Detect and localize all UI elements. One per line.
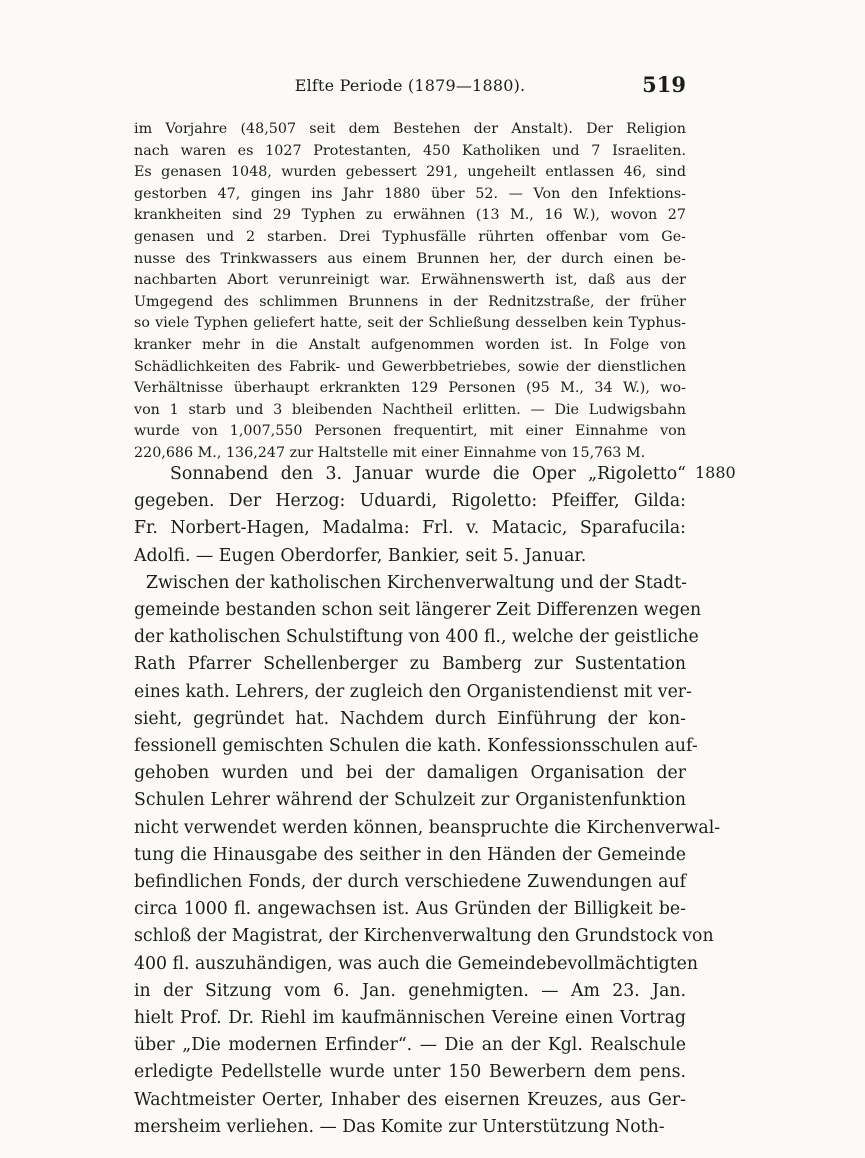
text-line: 220,686 M., 136,247 zur Haltstelle mit einer Einnahme von 15,763 M. xyxy=(134,444,646,461)
text-line: Es genasen 1048, wurden gebessert 291, ungeheilt entlassen 46, sind xyxy=(134,164,686,181)
text-line: wurde von 1,007,550 Personen frequentirt, mit einer Einnahme von xyxy=(134,423,686,440)
text-line: Adolfi. — Eugen Oberdorfer, Bankier, seit 5. Januar. xyxy=(134,545,587,566)
text-line: nusse des Trinkwassers aus einem Brunnen her, der durch einen be- xyxy=(134,250,686,267)
text-line: mersheim verliehen. — Das Komite zur Unterstützung Noth- xyxy=(134,1116,665,1137)
text-line: nicht verwendet werden können, beanspruchte die Kirchenverwal- xyxy=(134,817,721,838)
text-line: circa 1000 fl. angewachsen ist. Aus Gründen der Billigkeit be- xyxy=(134,899,686,920)
text-line: eines kath. Lehrers, der zugleich den Organistendienst mit ver- xyxy=(134,681,692,702)
paragraph-rigoletto xyxy=(134,461,686,570)
text-line: genasen und 2 starben. Drei Typhusfälle rührten offenbar vom Ge- xyxy=(134,228,686,245)
text-line: Fr. Norbert-Hagen, Madalma: Frl. v. Matacic, Sparafucila: xyxy=(134,518,686,539)
text-line: gestorben 47, gingen ins Jahr 1880 über 52. — Von den Infektions- xyxy=(134,185,686,202)
text-line: gemeinde bestanden schon seit längerer Zeit Differenzen wegen xyxy=(134,600,702,621)
text-line: sieht, gegründet hat. Nachdem durch Einführung der kon- xyxy=(134,708,686,729)
text-line: Umgegend des schlimmen Brunnens in der Rednitzstraße, der früher xyxy=(134,293,686,310)
text-line: Zwischen der katholischen Kirchenverwaltung und der Stadt- xyxy=(146,572,688,593)
text-line: tung die Hinausgabe des seither in den Händen der Gemeinde xyxy=(134,844,686,865)
text-line: nach waren es 1027 Protestanten, 450 Katholiken und 7 Israeliten. xyxy=(134,142,686,159)
text-line: über „Die modernen Erfinder“. — Die an der Kgl. Realschule xyxy=(134,1035,686,1056)
small-print-paragraph xyxy=(134,119,686,465)
text-line: erledigte Pedellstelle wurde unter 150 Bewerbern dem pens. xyxy=(134,1062,686,1083)
text-line: gegeben. Der Herzog: Uduardi, Rigoletto: Pfeiffer, Gilda: xyxy=(134,491,686,512)
page-number: 519 xyxy=(642,72,686,97)
text-line: fessionell gemischten Schulen die kath. Konfessionsschulen auf- xyxy=(134,736,698,757)
text-line: in der Sitzung vom 6. Jan. genehmigten. — Am 23. Jan. xyxy=(134,980,686,1001)
text-line: hielt Prof. Dr. Riehl im kaufmännischen Vereine einen Vortrag xyxy=(134,1008,686,1029)
text-line: 400 fl. auszuhändigen, was auch die Gemeindebevollmächtigten xyxy=(134,953,699,974)
text-line: nachbarten Abort verunreinigt war. Erwähnenswerth ist, daß aus der xyxy=(134,272,686,289)
running-header xyxy=(134,72,686,102)
text-line: Schulen Lehrer während der Schulzeit zur Organistenfunktion xyxy=(134,790,686,811)
text-line: schloß der Magistrat, der Kirchenverwaltung den Grundstock von xyxy=(134,926,714,947)
text-line: Rath Pfarrer Schellenberger zu Bamberg zur Sustentation xyxy=(134,654,686,675)
text-line: Schädlichkeiten des Fabrik- und Gewerbbetriebes, sowie der dienstlichen xyxy=(134,358,686,375)
paragraph-schulstiftung xyxy=(134,570,721,1141)
text-line: befindlichen Fonds, der durch verschiedene Zuwendungen auf xyxy=(134,872,686,893)
text-line: im Vorjahre (48,507 seit dem Bestehen der Anstalt). Der Religion xyxy=(134,121,686,137)
text-line: Sonnabend den 3. Januar wurde die Oper „Rigoletto“ xyxy=(170,464,686,484)
text-line: der katholischen Schulstiftung von 400 fl., welche der geistliche xyxy=(134,627,699,648)
text-line: von 1 starb und 3 bleibenden Nachtheil erlitten. — Die Ludwigsbahn xyxy=(134,401,686,418)
text-line: so viele Typhen geliefert hatte, seit der Schließung desselben kein Typhus- xyxy=(134,315,686,332)
text-line: kranker mehr in die Anstalt aufgenommen worden ist. In Folge von xyxy=(134,336,686,353)
running-title: Elfte Periode (1879—1880). xyxy=(294,76,526,95)
text-line: Wachtmeister Oerter, Inhaber des eisernen Kreuzes, aus Ger- xyxy=(134,1089,686,1110)
margin-year-note: 1880 xyxy=(695,463,736,482)
text-line: Verhältnisse überhaupt erkrankten 129 Personen (95 M., 34 W.), wo- xyxy=(134,380,686,397)
text-line: gehoben wurden und bei der damaligen Organisation der xyxy=(134,763,686,784)
text-line: krankheiten sind 29 Typhen zu erwähnen (13 M., 16 W.), wovon 27 xyxy=(134,207,686,224)
